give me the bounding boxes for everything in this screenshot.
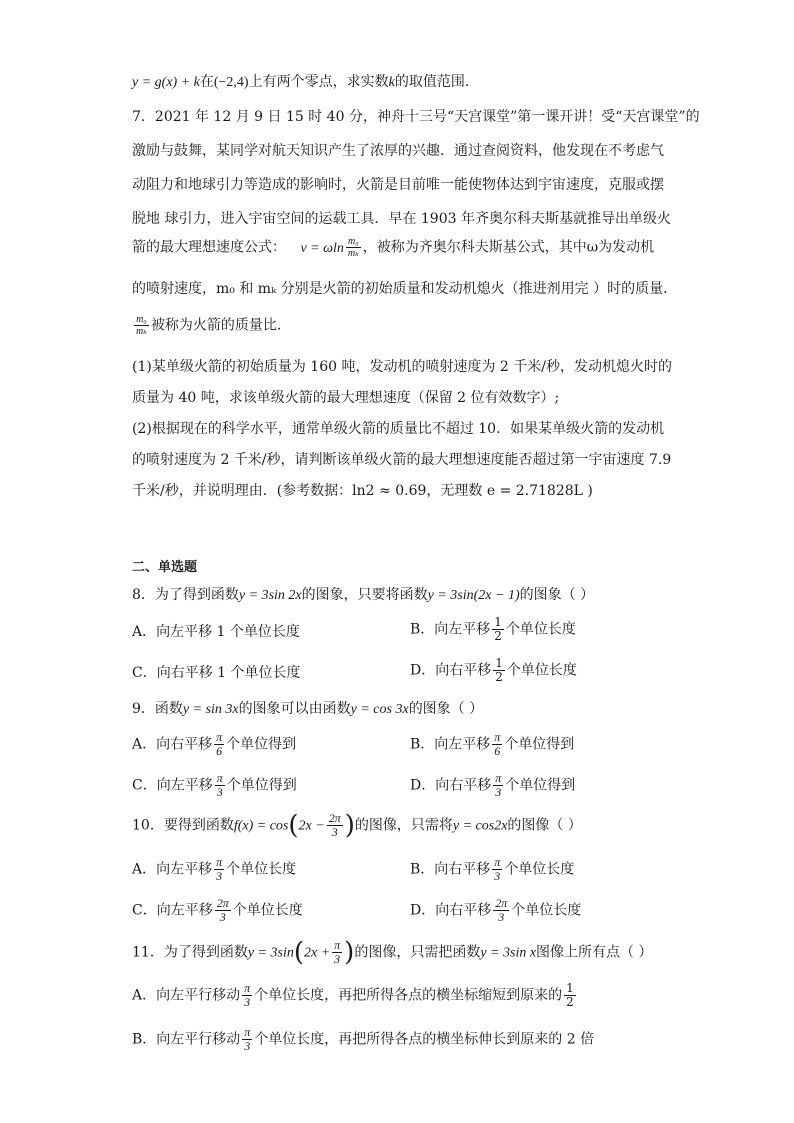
- q7-line-4: 脱地 球引力，进入宇宙空间的运载工具．早在 1903 年齐奥尔科夫斯基就推导出单级火: [132, 211, 671, 227]
- q11-stem: 11．为了得到函数y = 3sin(2x + $\frac{\pi}{3}$ )的图像，只需把函数y = 3sin x图像上所有点（ ）: [132, 937, 653, 968]
- q7-formula-line: 箭的最大理想速度公式： v = ωln $\frac{\text{m₀}}{\text{mₖ}}$ ，被称为齐奥尔科夫斯基公式，其中ω为发动机: [132, 236, 655, 259]
- q7-line-2: 激励与鼓舞，某同学对航天知识产生了浓厚的兴趣．通过查阅资料，他发现在不考虑气: [132, 143, 664, 159]
- tsiolkovsky-formula: v = ωln: [300, 240, 344, 256]
- q7-ratio-line: $\frac{\text{m₀}}{\text{mₖ}}$ 被称为火箭的质量比．: [136, 314, 291, 337]
- q9-option-d[interactable]: D．向右平移 $\frac{\pi}{3}$ 个单位得到: [410, 771, 576, 799]
- q10-option-c[interactable]: C．向左平移 $\frac{2\pi}{3}$ 个单位长度: [132, 896, 303, 924]
- q9-option-a[interactable]: A．向右平移 $\frac{\pi}{6}$ 个单位得到: [132, 730, 297, 758]
- q9-option-c[interactable]: C．向左平移 $\frac{\pi}{3}$ 个单位得到: [132, 771, 297, 799]
- section-heading-single-choice: 二、单选题: [132, 560, 198, 575]
- mass-ratio-fraction: $\frac{\text{m₀}}{\text{mₖ}}$: [136, 314, 147, 337]
- q10-option-d[interactable]: D．向右平移 $\frac{2\pi}{3}$ 个单位长度: [410, 896, 582, 924]
- q7-sub2-line-2: 的喷射速度为 2 千米/秒，请判断该单级火箭的最大理想速度能否超过第一宇宙速度 7.9: [132, 452, 672, 468]
- q11-option-a[interactable]: A．向左平行移动 $\frac{\pi}{3}$ 个单位长度，再把所得各点的横坐标缩短到原来的 $\frac{1}{2}$: [132, 981, 574, 1009]
- q9-stem: 9．函数y = sin 3x的图象可以由函数y = cos 3x的图象（ ）: [132, 701, 484, 717]
- q7-line-3: 动阻力和地球引力等造成的影响时，火箭是目前唯一能使物体达到宇宙速度，克服或摆: [132, 177, 664, 193]
- q7-sub2-line-1: (2)根据现在的科学水平，通常单级火箭的质量比不超过 10．如果某单级火箭的发动机: [132, 421, 665, 437]
- q6-expression: y = g(x) + k: [132, 75, 200, 90]
- q7-line-6: 的喷射速度，m₀ 和 mₖ 分别是火箭的初始质量和发动机熄火（推进剂用完 ）时的质量．: [132, 281, 678, 297]
- q6-interval: (−2,4): [213, 75, 249, 90]
- q10-option-a[interactable]: A．向左平移 $\frac{\pi}{3}$ 个单位长度: [132, 855, 297, 883]
- q10-option-b[interactable]: B．向右平移 $\frac{\pi}{3}$ 个单位长度: [410, 855, 575, 883]
- q8-option-d[interactable]: D．向右平移 $\frac{1}{2}$ 个单位长度: [410, 656, 577, 684]
- mass-fraction: $\frac{\text{m₀}}{\text{mₖ}}$: [347, 236, 359, 259]
- q8-option-c[interactable]: C．向右平移 1 个单位长度: [132, 665, 301, 681]
- q7-sub1-line-1: (1)某单级火箭的初始质量为 160 吨，发动机的喷射速度为 2 千米/秒，发动机熄火时的: [132, 359, 672, 375]
- q9-option-b[interactable]: B．向左平移 $\frac{\pi}{6}$ 个单位得到: [410, 730, 575, 758]
- q10-stem: 10．要得到函数f(x) = cos(2x − $\frac{2\pi}{3}$ )的图像，只需将y = cos2x的图像（ ）: [132, 810, 582, 841]
- q6-tail-line: y = g(x) + k在(−2,4)上有两个零点，求实数k的取值范围.: [132, 74, 470, 90]
- q8-option-a[interactable]: A．向左平移 1 个单位长度: [132, 624, 300, 640]
- q11-option-b[interactable]: B．向左平行移动 $\frac{\pi}{3}$ 个单位长度，再把所得各点的横坐标伸长到原来的 2 倍: [132, 1025, 595, 1053]
- q8-stem: 8．为了得到函数y = 3sin 2x的图象，只要将函数y = 3sin(2x − 1)的图象（ ）: [132, 587, 595, 603]
- q7-line-1: 7．2021 年 12 月 9 日 15 时 40 分，神舟十三号“天宫课堂”第一课开讲！受“天宫课堂”的: [132, 109, 700, 125]
- q8-option-b[interactable]: B．向左平移 $\frac{1}{2}$ 个单位长度: [410, 615, 576, 643]
- q7-sub1-line-2: 质量为 40 吨，求该单级火箭的最大理想速度（保留 2 位有效数字）;: [132, 390, 560, 406]
- q7-sub2-line-3: 千米/秒，并说明理由．(参考数据：ln2 ≈ 0.69，无理数 e = 2.71828L ): [132, 483, 593, 499]
